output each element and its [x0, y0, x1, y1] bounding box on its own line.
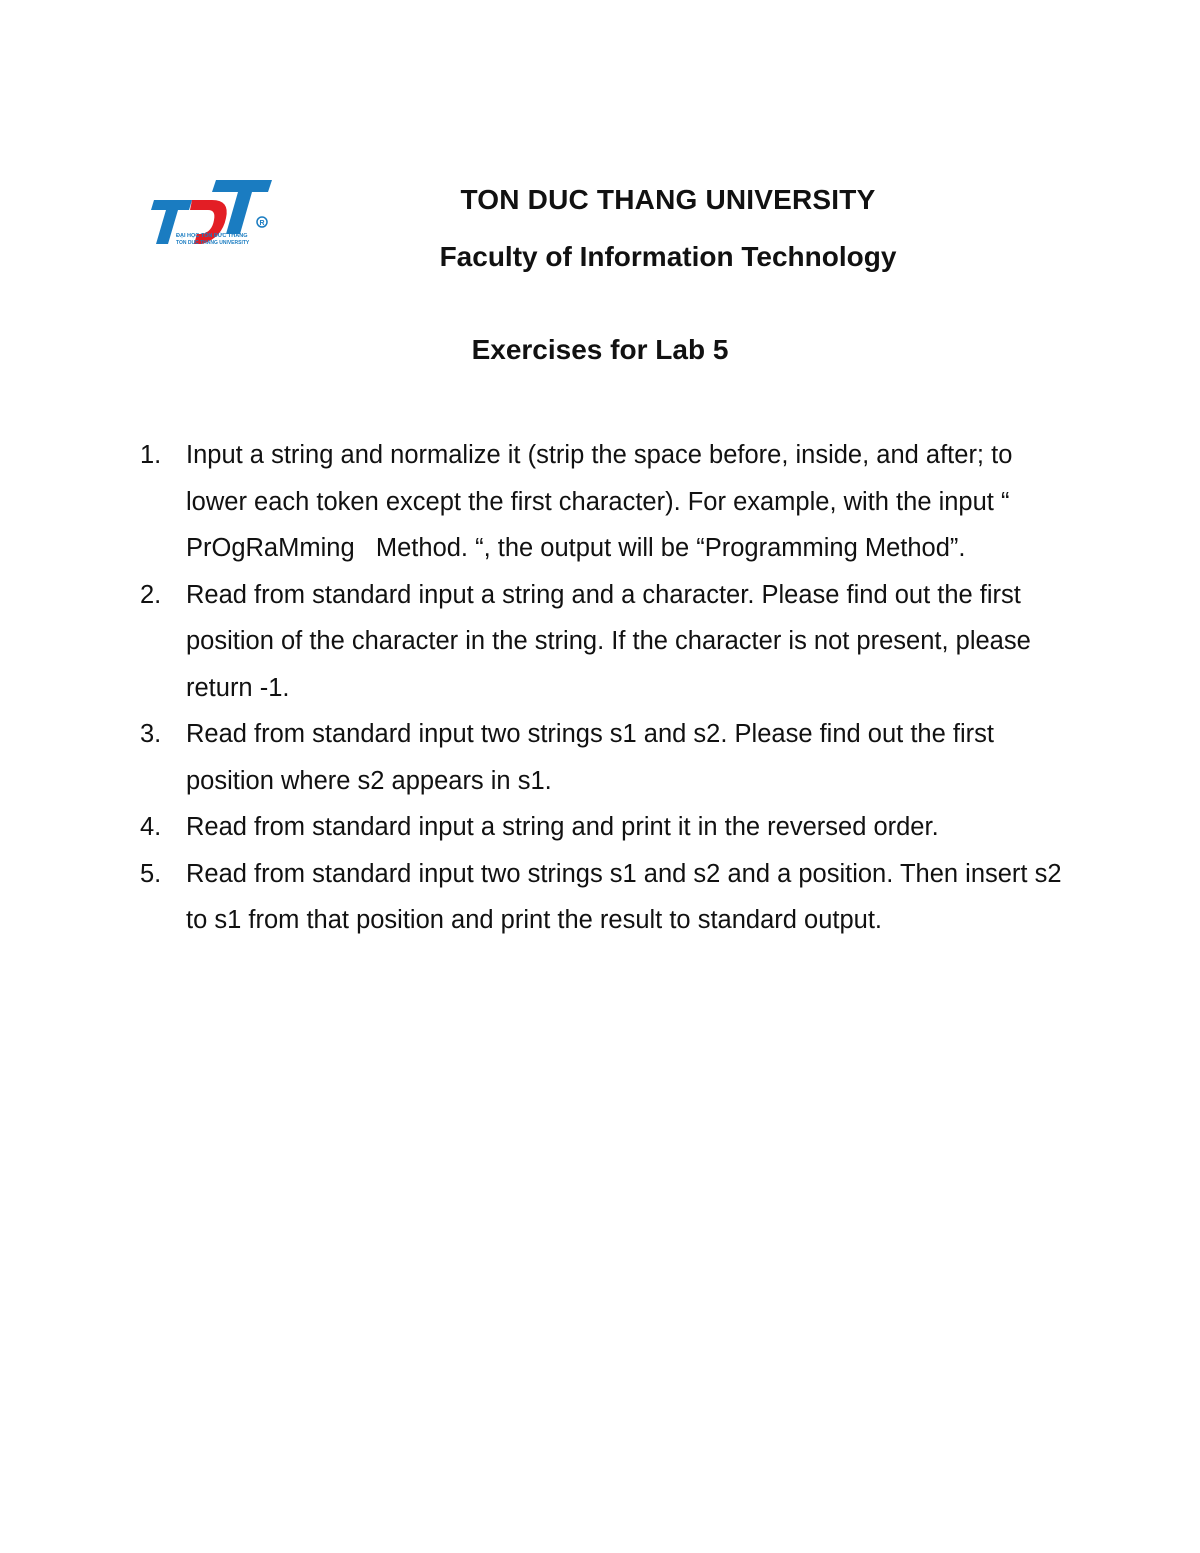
- exercise-number: 4.: [140, 813, 162, 841]
- exercise-item-4: [140, 804, 1080, 851]
- exercise-number: 2.: [140, 580, 162, 609]
- exercise-text: Input a string and normalize it (strip the space before, inside, and after; to lower each token except the first character). For example, with the input “ PrOgRaMming Method. “, the output will be “Programming Method”.: [186, 441, 1024, 562]
- exercise-text: Read from standard input a string and a character. Please find out the first position of the character in the string. If the character is not present, please return -1.: [186, 580, 1038, 702]
- university-name: TON DUC THANG UNIVERSITY: [460, 184, 876, 215]
- exercise-list: [140, 432, 1080, 944]
- exercise-number: 1.: [140, 441, 162, 469]
- exercise-text: Read from standard input two strings s1 and s2. Please find out the first position where s2 appears in s1.: [186, 720, 1002, 795]
- logo-line1: ĐẠI HỌC TÔN ĐỨC THẮNG: [176, 233, 248, 239]
- exercise-item-1: [140, 432, 1080, 572]
- exercise-item-3: [140, 711, 1080, 804]
- exercise-item-5: [140, 851, 1080, 944]
- exercise-number: 3.: [140, 720, 162, 748]
- logo-line2: TON DUC THANG UNIVERSITY: [176, 240, 250, 246]
- exercise-text: Read from standard input a string and print it in the reversed order.: [186, 813, 939, 841]
- exercise-text: Read from standard input two strings s1 and s2 and a position. Then insert s2 to s1 from that position and print the result to standard output.: [186, 859, 1069, 934]
- exercise-item-2: [140, 572, 1080, 712]
- svg-text:R: R: [259, 220, 265, 227]
- faculty-name: Faculty of Information Technology: [439, 241, 897, 272]
- exercise-number: 5.: [140, 859, 162, 888]
- lab-title: Exercises for Lab 5: [471, 334, 729, 365]
